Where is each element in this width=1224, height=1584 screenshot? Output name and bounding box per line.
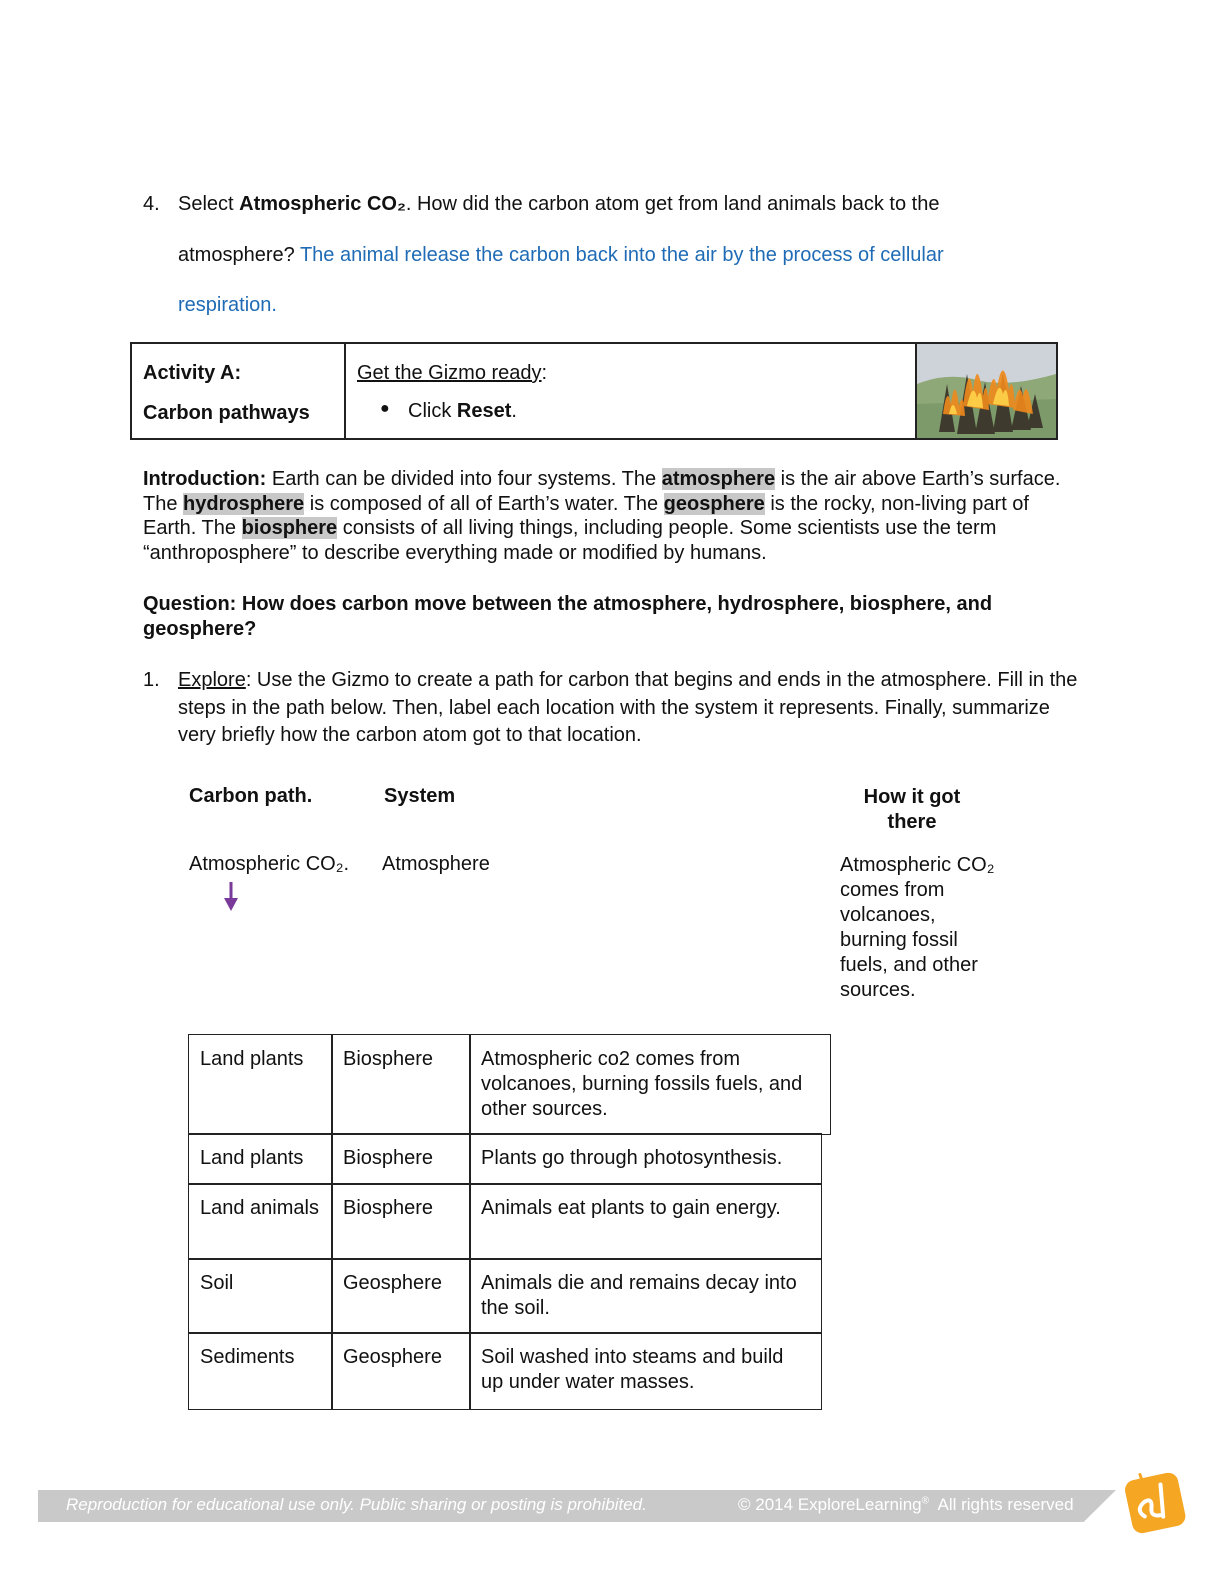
explore-text: Explore: Use the Gizmo to create a path for carbon that begins and ends in the atmosphere. Fill in the steps in the path below. Then, label each location with the system it represents. Finally, summarize very briefly how the carbon atom got to that location. — [178, 669, 1078, 746]
table-cell-path[interactable]: Soil — [188, 1258, 333, 1334]
gizmo-ready-label: Get the Gizmo ready: — [357, 362, 548, 384]
table-cell-path[interactable]: Sediments — [188, 1332, 333, 1410]
guiding-question: Question: How does carbon move between the atmosphere, hydrosphere, biosphere, and geosphere? — [143, 593, 993, 640]
table-cell-path[interactable]: Land plants — [188, 1133, 333, 1185]
table-cell-system[interactable]: Biosphere — [331, 1034, 471, 1135]
first-row-how: Atmospheric CO₂ comes from volcanoes, burning fossil fuels, and other sources. — [840, 854, 995, 1001]
header-system: System — [384, 785, 456, 807]
table-cell-how[interactable]: Atmospheric co2 comes from volcanoes, burning fossils fuels, and other sources. — [469, 1034, 831, 1135]
question-number: 4. — [143, 193, 160, 215]
activity-title: Activity A: — [143, 362, 242, 384]
table-cell-how[interactable]: Plants go through photosynthesis. — [469, 1133, 822, 1185]
bullet-icon: ● — [380, 400, 390, 417]
question-4-line2 — [178, 244, 944, 267]
activity-header-box — [130, 342, 1058, 440]
geosphere-term: geosphere — [663, 492, 765, 515]
table-cell-path[interactable]: Land plants — [188, 1034, 333, 1135]
footer-copyright: © 2014 ExploreLearning® All rights reserved — [738, 1495, 1074, 1514]
q4-answer-line3[interactable]: respiration. — [178, 294, 277, 316]
q4-line2-pre: atmosphere? — [178, 244, 300, 266]
gizmo-ready-cell — [346, 344, 917, 438]
header-carbon-path: Carbon path. — [189, 785, 313, 807]
introduction-paragraph: Introduction: Earth can be divided into four systems. The atmosphere is the air above Earth’s surface. The hydrosphere is composed of all of Earth’s water. The geosphere is the rocky, non-living part of Earth. The biosphere consists of all living things, including people. Some scientists use the term “anthroposphere” to describe everything made or modified by humans. — [143, 468, 1061, 564]
question-4-text — [178, 193, 939, 216]
table-cell-system[interactable]: Geosphere — [331, 1258, 471, 1334]
hydrosphere-term: hydrosphere — [183, 492, 305, 515]
table-cell-system[interactable]: Geosphere — [331, 1332, 471, 1410]
table-cell-system[interactable]: Biosphere — [331, 1183, 471, 1260]
q4-post: . How did the carbon atom get from land animals back to the — [405, 193, 940, 215]
q4-pre: Select — [178, 193, 240, 215]
atmosphere-term: atmosphere — [661, 468, 776, 490]
reset-instruction: Click Reset. — [408, 400, 517, 422]
q4-bold: Atmospheric CO₂ — [239, 193, 406, 215]
table-cell-how[interactable]: Animals eat plants to gain energy. — [469, 1183, 822, 1260]
explorelearning-logo-icon — [1120, 1466, 1190, 1544]
first-row-system: Atmosphere — [382, 853, 490, 875]
biosphere-term: biosphere — [241, 517, 338, 540]
footer-notice: Reproduction for educational use only. Public sharing or posting is prohibited. — [66, 1495, 647, 1514]
down-arrow-icon — [222, 882, 240, 920]
table-cell-system[interactable]: Biosphere — [331, 1133, 471, 1185]
table-cell-how[interactable]: Animals die and remains decay into the soil. — [469, 1258, 822, 1334]
table-cell-path[interactable]: Land animals — [188, 1183, 333, 1260]
q4-answer[interactable]: The animal release the carbon back into the air by the process of cellular — [299, 244, 944, 266]
activity-title-cell — [132, 344, 346, 438]
explore-number: 1. — [143, 669, 160, 691]
first-row-path: Atmospheric CO₂. — [189, 853, 350, 875]
activity-subtitle: Carbon pathways — [143, 402, 310, 424]
forest-fire-image — [917, 344, 1056, 438]
table-cell-how[interactable]: Soil washed into steams and build up under water masses. — [469, 1332, 822, 1410]
header-how-it-got-there: How it got there — [863, 786, 961, 833]
forest-fire-icon — [917, 344, 1056, 438]
